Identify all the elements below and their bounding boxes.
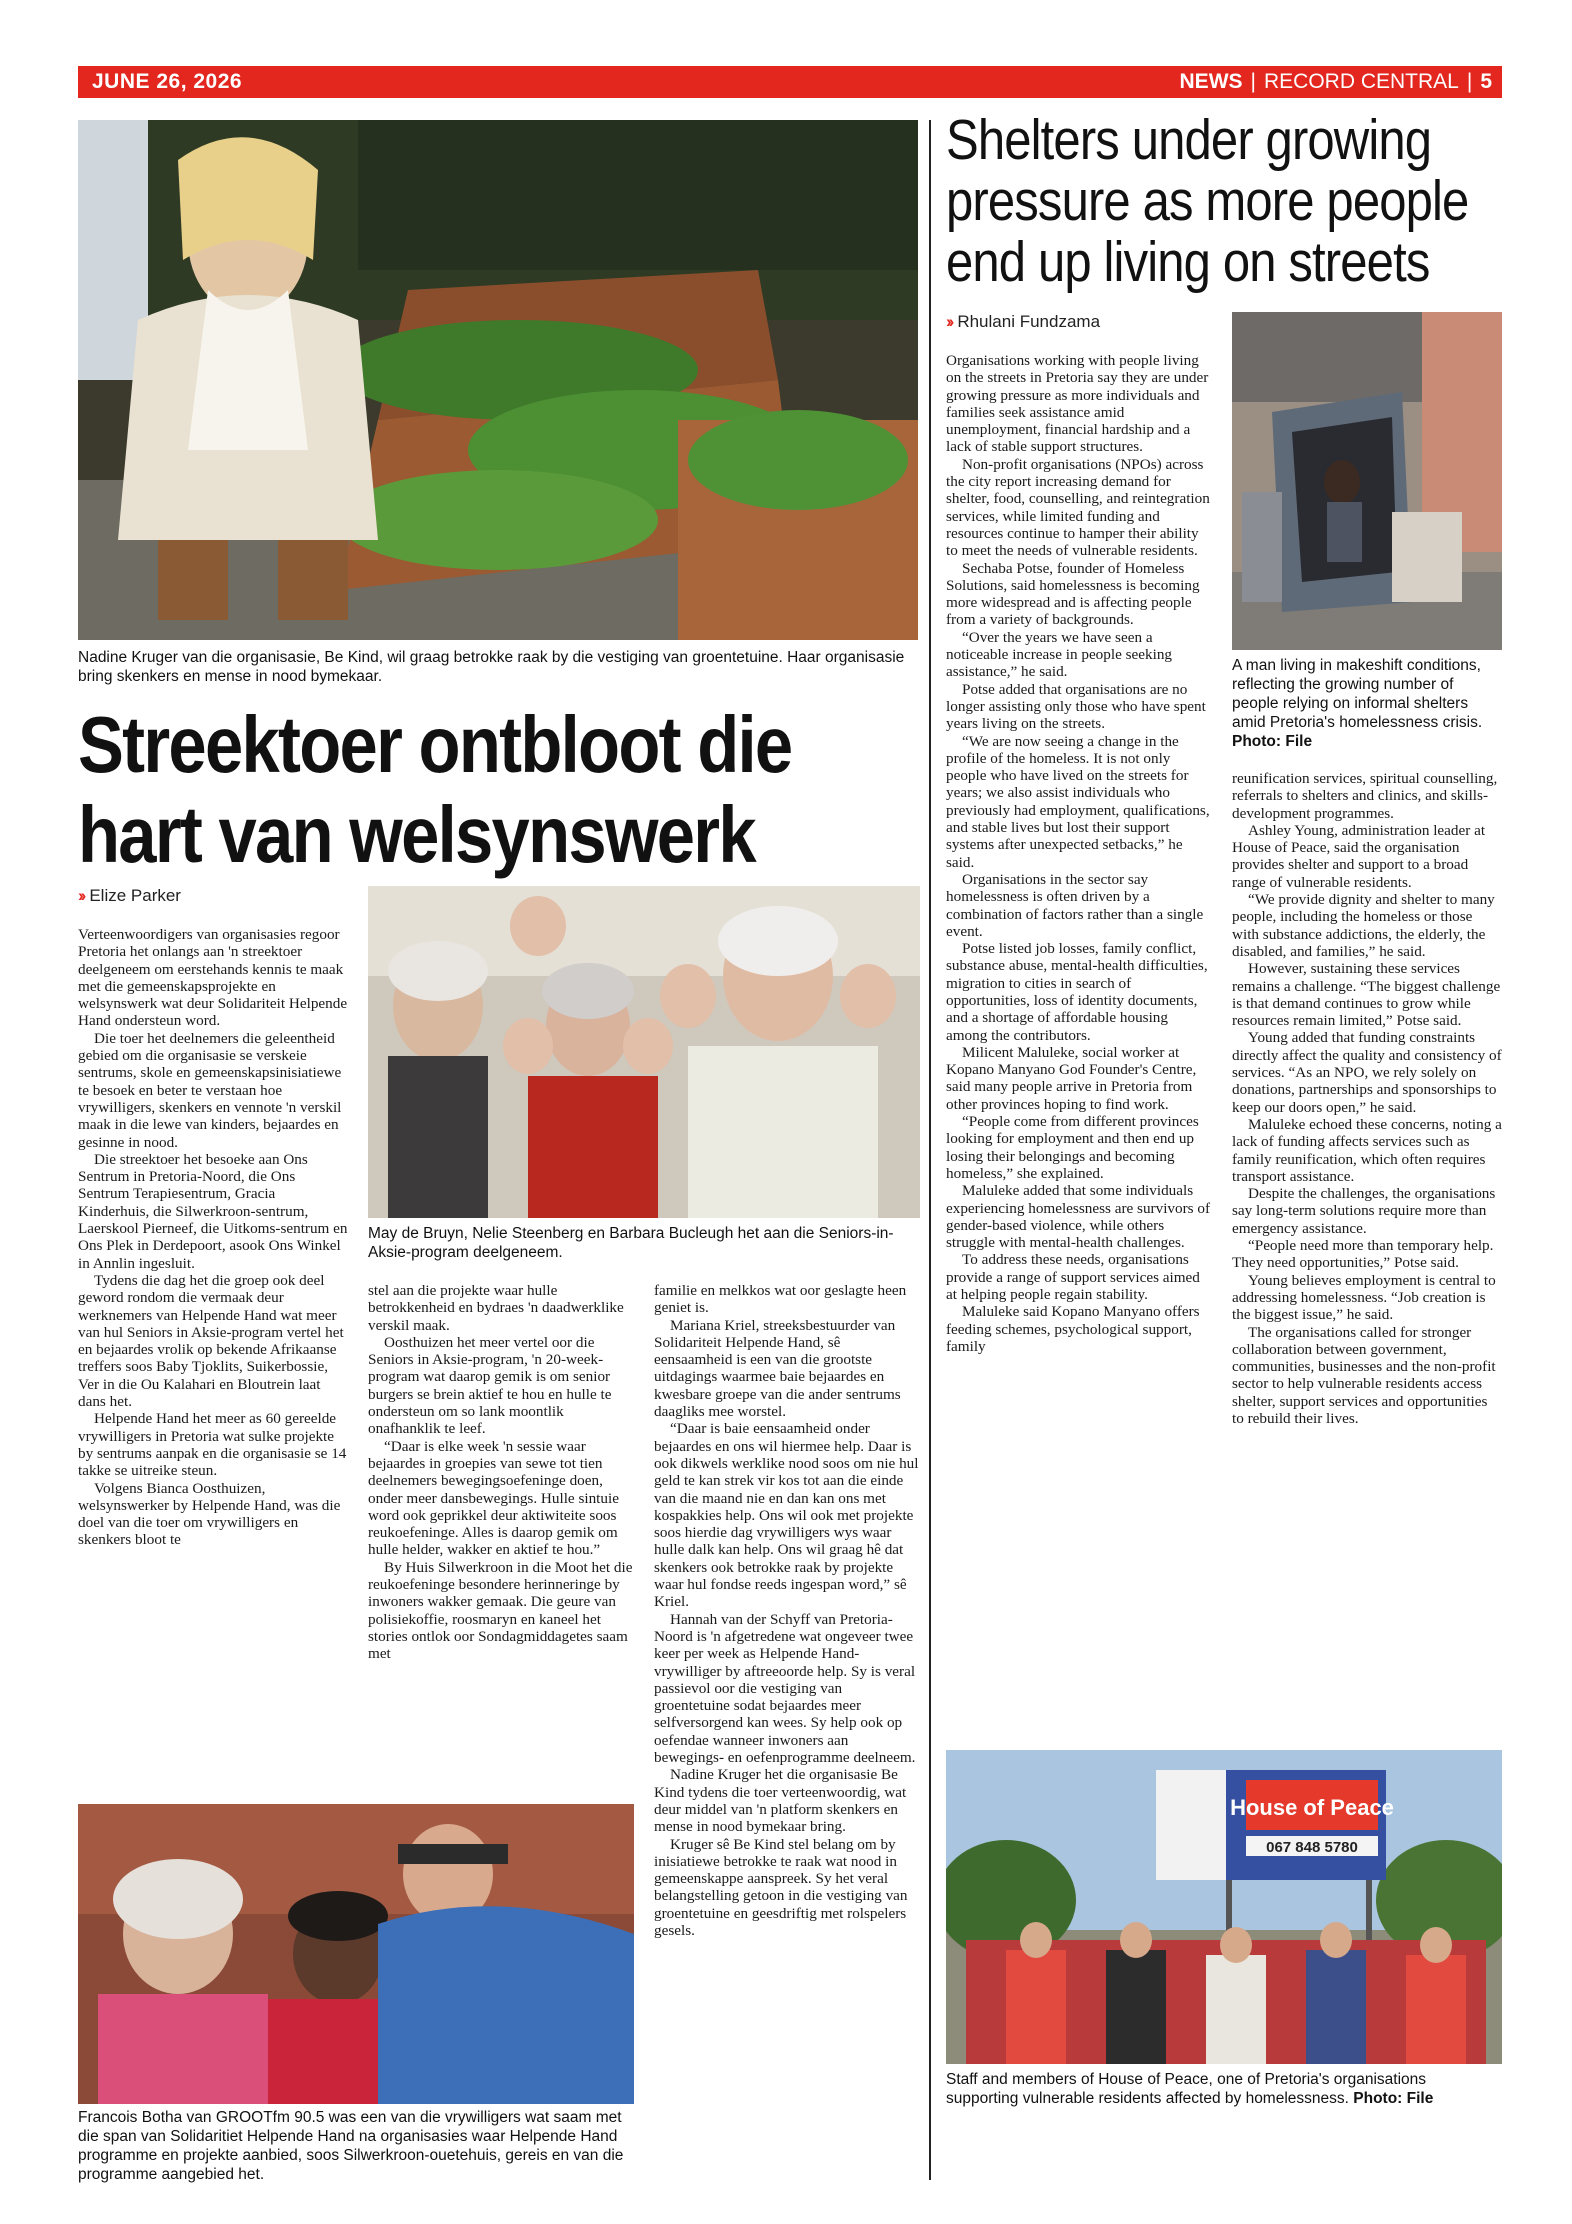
photo-seniors-dancing [368, 886, 920, 1218]
header-separator: | [1250, 70, 1256, 93]
photo-credit: Photo: File [1232, 733, 1313, 750]
paragraph: Ashley Young, administration leader at House of Peace, said the organisation provides shelter and support to a broad range of vulnerable residents. [1232, 821, 1486, 891]
paragraph: Maluleke said Kopano Manyano offers feeding schemes, psychological support, family [946, 1303, 1200, 1355]
publication-name: RECORD CENTRAL [1263, 70, 1459, 93]
article-headline [946, 108, 1469, 294]
paragraph: Organisations in the sector say homelessness is often driven by a combination of factors rather than a single event. [946, 870, 1204, 940]
paragraph: Die streektoer het besoeke aan Ons Sentrum in Pretoria-Noord, die Ons Sentrum Terapiesentrum, Gracia Kinderhuis, die Silwerkroon-sentrum, Laerskool Pierneef, die Uitkoms-sentrum en Ons Plek in Derdepoort, asook Ons Winkel in Annlin ingesluit. [78, 1150, 348, 1272]
paragraph: Potse listed job losses, family conflict, substance abuse, mental-health difficulties, migration to cities in search of opportunities, loss of identity documents, and a shortage of affordable housing among the contributors. [946, 940, 1208, 1044]
paragraph: Nadine Kruger het die organisasie Be Kind tydens die toer verteenwoordig, wat deur middel van 'n platform skenkers en mense in nood bymekaar bring. [654, 1766, 907, 1836]
paragraph: “Daar is baie eensaamheid onder bejaardes en ons wil hiermee help. Daar is ook dikwels werklike nood soos om nie hul geld te kan strek vir kos tot aan die einde van die maand nie en dan kan ons met kospakkies help. Ons wil ook met projekte soos hierdie dag vrywilligers wys waar hulle dalk kan help. Ons wil graag hê dat skenkers ook betrokke raak by projekte waar hul fondse reeds ingespan word,” sê Kriel. [654, 1420, 919, 1611]
photo-makeshift-shelter [1232, 312, 1502, 650]
paragraph: Maluleke added that some individuals experiencing homelessness are survivors of gender-based violence, while others struggle with mental-health challenges. [946, 1182, 1211, 1252]
article-column [1232, 770, 1502, 1732]
paragraph: Non-profit organisations (NPOs) across the city report increasing demand for shelter, food, counselling, and reintegration services, while limited funding and resources continue to hamper their ability to meet the needs of vulnerable residents. [946, 455, 1210, 560]
caption-text: A man living in makeshift conditions, reflecting the growing number of people relying on informal shelters amid Pretoria's homelessness crisis. [1232, 657, 1483, 731]
paragraph: Kruger sê Be Kind stel belang om by inisiatiewe betrokke te raak wat nood in gemeenskappe aanspreek. Sy het veral belangstelling getoon in die vestiging van groentetuine en geesdriftig met rolspelers gesels. [654, 1835, 908, 1939]
page-header-bar [78, 66, 1502, 98]
paragraph: Hannah van der Schyff van Pretoria-Noord is 'n afgetredene wat ongeveer twee keer per week as Helpende Hand-vrywilliger by aftreeoorde help. Sy is veral passievol oor die vestiging van groentetuine sodat bejaardes meer selfversorgend kan wees. Sy help ook op oefendae wanneer inwoners aan bewegings- en oefenprogramme deelneem. [654, 1610, 916, 1767]
photo-volunteer-with-seniors [78, 1804, 634, 2104]
paragraph: Sechaba Potse, founder of Homeless Solutions, said homelessness is becoming more widespread and is affecting people from a variety of backgrounds. [946, 559, 1200, 629]
paragraph: Young believes employment is central to addressing homelessness. “Job creation is the biggest issue,” he said. [1232, 1271, 1496, 1324]
headline-line: pressure as more people [946, 169, 1469, 233]
headline-line: Streektoer ontbloot die [78, 700, 792, 789]
photo-caption: Francois Botha van GROOTfm 90.5 was een van die vrywilligers wat saam met die span van Solidaritiet Helpende Hand na organisasies waar Helpende Hand programme en projekte aanbied, soos Silwerkroon-ouetehuis, gereis en van die programme aangebied het. [78, 2109, 624, 2183]
article-column [654, 1282, 920, 2172]
headline-line: hart van welsynswerk [78, 790, 755, 879]
article-column [946, 352, 1212, 1732]
photo-vegetable-garden [78, 120, 918, 640]
paragraph: familie en melkkos wat oor geslagte heen geniet is. [654, 1282, 907, 1317]
paragraph: By Huis Silwerkroon in die Moot het die reukoefeninge besondere herinneringe by inwoners wakker gemaak. Die geure van polisiekoffie, roosmaryn en kaneel het stories ontlok oor Sondagmiddagetes saam met [368, 1558, 633, 1663]
page-number: 5 [1480, 70, 1492, 93]
paragraph: Young added that funding constraints directly affect the quality and consistency of services. “As an NPO, we rely solely on donations, partnerships and sponsorships to keep our doors open,” he said. [1232, 1029, 1502, 1116]
article-headline [78, 700, 792, 880]
paragraph: “We are now seeing a change in the profile of the homeless. It is not only people who have lived on the streets for years; we also assist individuals who previously had employment, qualifications, and stable lives but lost their support systems after unexpected setbacks,” he said. [946, 732, 1210, 871]
byline-arrow-icon: ›› [946, 312, 952, 331]
paragraph: “Daar is elke week 'n sessie waar bejaardes in groepies van sewe tot tien deelnemers bewegingsoefeninge doen, onder meer dansbewegings. Hulle sintuie word ook geprikkel deur aktiwiteite soos reukoefeninge. Alles is daarop gemik om hulle helder, wakker en aktief te hou.” [368, 1437, 619, 1559]
headline-line: end up living on streets [946, 230, 1430, 294]
photo-caption: May de Bruyn, Nelie Steenberg en Barbara Bucleugh het aan die Seniors-in-Aksie-program deelgeneem. [368, 1225, 894, 1261]
byline-author: Elize Parker [89, 886, 181, 905]
paragraph: stel aan die projekte waar hulle betrokkenheid en bydraes 'n daadwerklike verskil maak. [368, 1282, 624, 1334]
paragraph: “People need more than temporary help. They need opportunities,” Potse said. [1232, 1237, 1494, 1272]
paragraph: However, sustaining these services remains a challenge. “The biggest challenge is that demand continues to grow while resources remain limited,” Potse said. [1232, 960, 1501, 1030]
photo-caption [1232, 656, 1502, 751]
paragraph: The organisations called for stronger collaboration between government, communities, businesses and the non-profit sector to help vulnerable residents access shelter, support services and opportunities to rebuild their lives. [1232, 1323, 1496, 1427]
sign-phone: 067 848 5780 [1266, 1839, 1358, 1856]
paragraph: Organisations working with people living on the streets in Pretoria say they are under growing pressure as more individuals and families seek assistance amid unemployment, financial hardship and a lack of stable support structures. [946, 352, 1209, 456]
article-byline [946, 312, 1100, 332]
issue-date: JUNE 26, 2026 [92, 70, 243, 93]
paragraph: Despite the challenges, the organisations say long-term solutions require more than emergency assistance. [1232, 1185, 1496, 1237]
headline-line: Shelters under growing [946, 108, 1432, 172]
header-separator: | [1466, 70, 1473, 93]
sign-title: House of Peace [1230, 1795, 1394, 1820]
paragraph: Potse added that organisations are no longer assisting only those who have spent years living on the streets. [946, 680, 1206, 733]
photo-house-of-peace-group [946, 1750, 1502, 2064]
paragraph: Helpende Hand het meer as 60 gereelde vrywilligers in Pretoria wat sulke projekte by sentrums aanpak en die organisasie se 14 takke se uitreike steun. [78, 1410, 347, 1480]
section-name: NEWS [1179, 70, 1243, 93]
photo-caption: Nadine Kruger van die organisasie, Be Kind, wil graag betrokke raak by die vestiging van groentetuine. Haar organisasie bring skenkers en mense in nood bymekaar. [78, 649, 905, 685]
article-column [78, 926, 350, 1790]
paragraph: Die toer het deelnemers die geleentheid gebied om die organisasie se verskeie sentrums, skole en gemeenskapsinisiatiewe te besoek en beter te verstaan hoe vrywilligers, skenkers en vennote 'n verskil maak in die lewe van kinders, bejaardes en gesinne in nood. [78, 1029, 342, 1151]
byline-author: Rhulani Fundzama [957, 312, 1101, 331]
paragraph: “Over the years we have seen a noticeable increase in people seeking assistance,” he said. [946, 628, 1173, 681]
paragraph: Verteenwoordigers van organisasies regoor Pretoria het onlangs aan 'n streektoer deelgeneem om eerstehands kennis te maak met die gemeenskapsprojekte en welsynswerk wat deur Solidariteit Helpende Hand ondersteun word. [78, 926, 348, 1030]
paragraph: Tydens die dag het die groep ook deel geword rondom die vermaak deur werknemers van Helpende Hand wat meer van hul Seniors in Aksie-program vertel het en bejaardes vrolik op bekende Afrikaanse treffers soos Baby Tjoklits, Suikerbossie, Ver in die Ou Kalahari en Bloutrein laat dans het. [78, 1271, 344, 1411]
header-right [1180, 70, 1492, 94]
paragraph: To address these needs, organisations provide a range of support services aimed at helping people regain stability. [946, 1251, 1200, 1304]
paragraph: Milicent Maluleke, social worker at Kopano Manyano God Founder's Centre, said many people arrive in Pretoria from other provinces hoping to find work. [946, 1043, 1197, 1113]
caption-text: Staff and members of House of Peace, one of Pretoria's organisations supporting vulnerable residents affected by homelessness. [946, 2071, 1427, 2107]
paragraph: Mariana Kriel, streeksbestuurder van Solidariteit Helpende Hand, sê eensaamheid is een van die grootste uitdagings waarmee baie bejaardes en kwesbare groepe van die ander sentrums daagliks mee worstel. [654, 1316, 901, 1421]
paragraph: Volgens Bianca Oosthuizen, welsynswerker by Helpende Hand, was die doel van die toer om vrywilligers en skenkers bloot te [78, 1479, 341, 1549]
byline-arrow-icon: ›› [78, 886, 84, 905]
column-divider [929, 120, 931, 2180]
paragraph: Oosthuizen het meer vertel oor die Seniors in Aksie-program, 'n 20-week-program wat daarop gemik is om senior burgers se brein aktief te hou en hulle te ondersteun om so lank moontlik onafhanklik te leef. [368, 1333, 612, 1438]
photo-caption [946, 2070, 1502, 2108]
paragraph: “People come from different provinces looking for employment and then end up losing their belongings and becoming homeless,” she explained. [946, 1113, 1199, 1182]
paragraph: “We provide dignity and shelter to many people, including the homeless or those with substance addictions, the elderly, the disabled, and families,” he said. [1232, 891, 1495, 960]
paragraph: Maluleke echoed these concerns, noting a lack of funding affects services such as family reunification, which often requires transport assistance. [1232, 1115, 1502, 1185]
article-column [368, 1282, 638, 1790]
article-byline [78, 886, 181, 906]
paragraph: reunification services, spiritual counselling, referrals to shelters and clinics, and skills-development programmes. [1232, 770, 1498, 822]
photo-credit: Photo: File [1353, 2090, 1434, 2107]
